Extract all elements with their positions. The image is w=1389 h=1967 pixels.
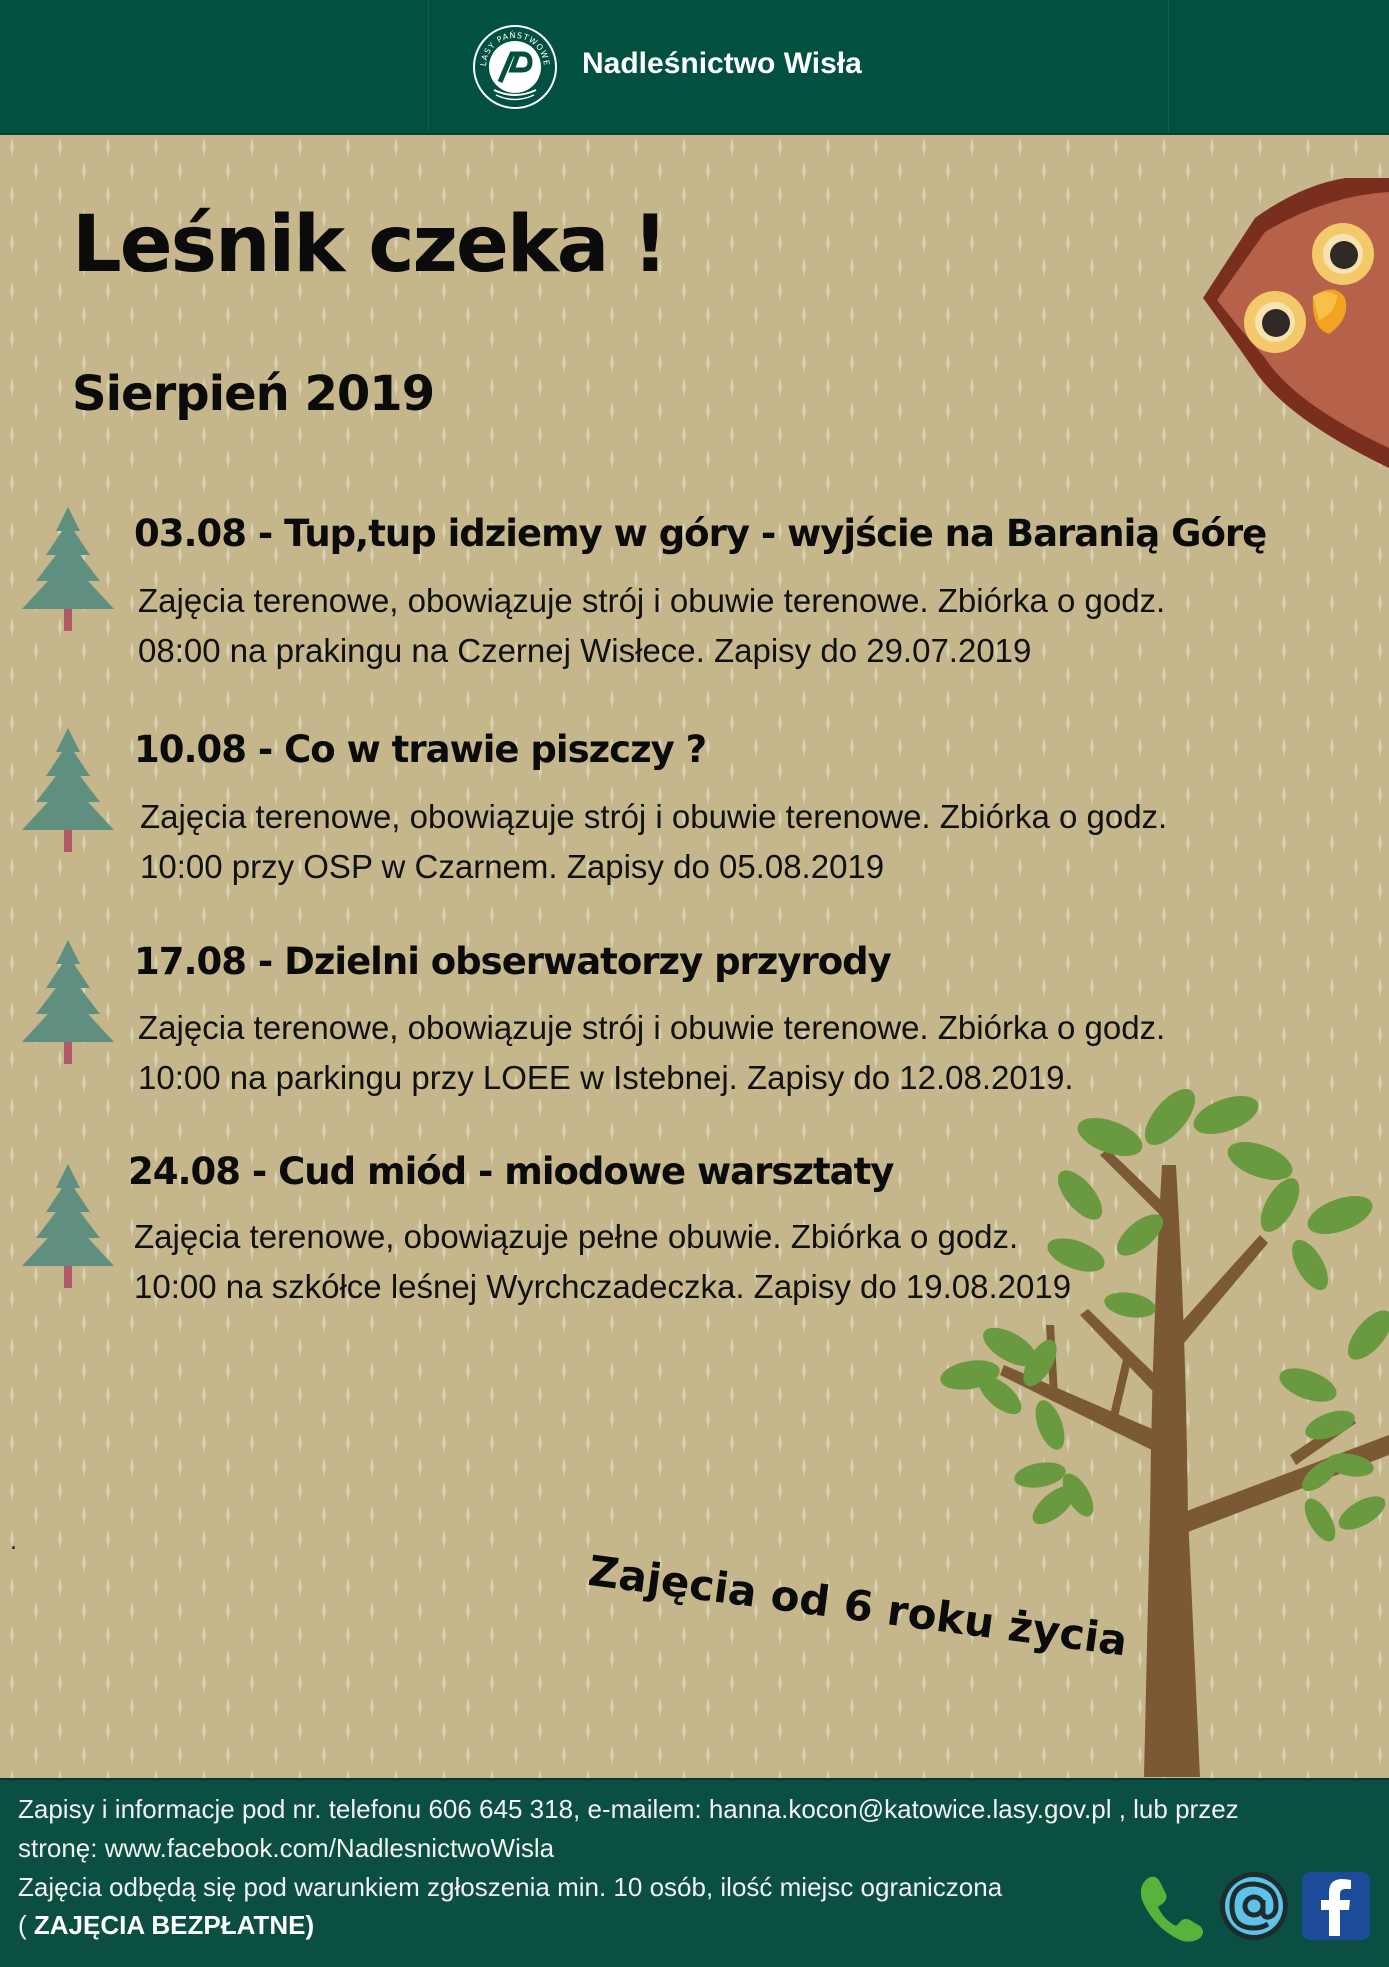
event-description-1 (138, 576, 1388, 676)
event-description-line: Zajęcia terenowe, obowiązuje strój i obuwie terenowe. Zbiórka o godz. (140, 798, 1168, 835)
event-description-line: Zajęcia terenowe, obowiązuje strój i obuwie terenowe. Zbiórka o godz. (138, 582, 1166, 619)
footer-conditions-line: Zajęcia odbędą się pod warunkiem zgłoszenia min. 10 osób, ilość miejsc ograniczona (18, 1872, 1003, 1902)
pine-tree-icon (18, 1162, 118, 1290)
event-description-line: Zajęcia terenowe, obowiązuje pełne obuwie. Zbiórka o godz. (134, 1218, 1019, 1255)
free-classes-label: ZAJĘCIA BEZPŁATNE) (33, 1910, 315, 1940)
footer-website-line: stronę: www.facebook.com/NadlesnictwoWisla (18, 1833, 555, 1863)
pine-tree-icon (18, 505, 118, 633)
event-description-line: 08:00 na prakingu na Czernej Wisłece. Zapisy do 29.07.2019 (138, 632, 1032, 669)
at-sign-icon[interactable] (1218, 1870, 1290, 1942)
event-description-line: 10:00 na szkółce leśnej Wyrchczadeczka. Zapisy do 19.08.2019 (134, 1268, 1072, 1305)
month-heading: Sierpień 2019 (72, 366, 435, 422)
event-title-3: 17.08 - Dzielni obserwatorzy przyrody (134, 940, 891, 983)
pine-tree-icon (18, 938, 118, 1066)
header-bar (0, 0, 1389, 135)
pine-tree-icon (18, 726, 118, 854)
header-divider (1168, 0, 1169, 133)
header-divider (428, 0, 429, 133)
organization-name: Nadleśnictwo Wisła (582, 47, 862, 80)
page-title: Leśnik czeka ! (72, 200, 667, 290)
event-description-2 (140, 792, 1389, 892)
event-title-4: 24.08 - Cud miód - miodowe warsztaty (128, 1150, 894, 1193)
lasy-panstwowe-logo (472, 24, 558, 110)
age-requirement-note: Zajęcia od 6 roku życia (585, 1546, 1131, 1666)
event-description-line: 10:00 na parkingu przy LOEE w Istebnej. Zapisy do 12.08.2019. (138, 1059, 1074, 1096)
stray-mark: . (10, 1530, 17, 1555)
svg-text:LASY PAŃSTWOWE: LASY PAŃSTWOWE (478, 30, 552, 67)
event-title-2: 10.08 - Co w trawie piszczy ? (134, 728, 707, 771)
owl-illustration (1195, 178, 1389, 478)
event-description-line: 10:00 przy OSP w Czarnem. Zapisy do 05.08.2019 (140, 848, 885, 885)
event-description-line: Zajęcia terenowe, obowiązuje strój i obuwie terenowe. Zbiórka o godz. (138, 1009, 1166, 1046)
facebook-icon[interactable] (1300, 1870, 1372, 1942)
footer-free-note (18, 1910, 314, 1941)
footer-contact-line: Zapisy i informacje pod nr. telefonu 606 645 318, e-mailem: hanna.kocon@katowice.lasy.gov.pl , lub przez (18, 1794, 1239, 1824)
footer-free-prefix: ( (18, 1910, 34, 1940)
deciduous-tree-illustration (930, 1075, 1389, 1780)
event-title-1: 03.08 - Tup,tup idziemy w góry - wyjście na Baranią Górę (134, 512, 1267, 555)
phone-icon[interactable] (1136, 1870, 1208, 1942)
